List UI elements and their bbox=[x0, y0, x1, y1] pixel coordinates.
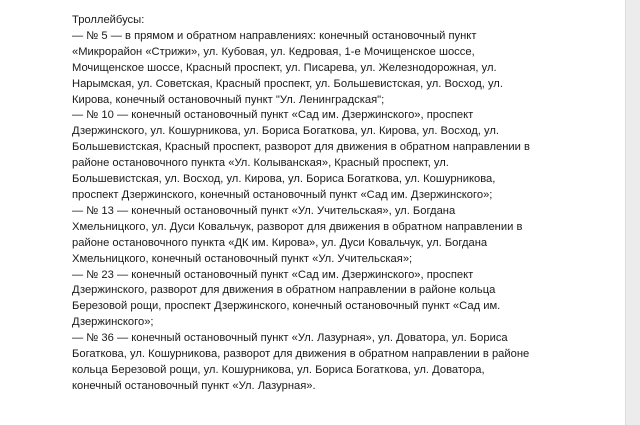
text-line: — № 5 — в прямом и обратном направлениях: конечный остановочный пункт bbox=[72, 29, 477, 42]
text-line: Хмельницкого, ул. Дуси Ковальчук, разворот для движения в обратном направлении в bbox=[72, 220, 523, 233]
document-text bbox=[72, 13, 532, 395]
text-line: Кирова, конечный остановочный пункт "Ул. Ленинградская"; bbox=[72, 93, 385, 106]
section-heading: Троллейбусы: bbox=[72, 14, 145, 26]
text-line: — № 13 — конечный остановочный пункт «Ул. Учительская», ул. Богдана bbox=[72, 204, 456, 217]
text-line: Дзержинского, разворот для движения в обратном направлении в районе кольца bbox=[72, 284, 496, 297]
text-line: «Микрорайон «Стрижи», ул. Кубовая, ул. Кедровая, 1-е Мочищенское шоссе, bbox=[72, 45, 475, 58]
text-line: — № 10 — конечный остановочный пункт «Сад им. Дзержинского», проспект bbox=[72, 109, 474, 122]
text-line: Богаткова, ул. Кошурникова, разворот для движения в обратном направлении в районе bbox=[72, 348, 530, 361]
text-line: — № 36 — конечный остановочный пункт «Ул. Лазурная», ул. Доватора, ул. Бориса bbox=[72, 332, 508, 345]
text-line: Большевистская, ул. Восход, ул. Кирова, ул. Бориса Богаткова, ул. Кошурникова, bbox=[72, 173, 496, 186]
text-line: районе остановочного пункта «ДК им. Кирова», ул. Дуси Ковальчук, ул. Богдана bbox=[72, 236, 488, 249]
text-line: Нарымская, ул. Советская, Красный проспект, ул. Большевистская, ул. Восход, ул. bbox=[72, 77, 503, 90]
text-line: Большевистская, Красный проспект, разворот для движения в обратном направлении в bbox=[72, 141, 530, 154]
text-line: Дзержинского»; bbox=[72, 316, 154, 329]
text-line: конечный остановочный пункт «Ул. Лазурная». bbox=[72, 379, 316, 392]
text-line: Мочищенское шоссе, Красный проспект, ул. Писарева, ул. Железнодорожная, ул. bbox=[72, 61, 497, 74]
text-line: Дзержинского, ул. Кошурникова, ул. Бориса Богаткова, ул. Кирова, ул. Восход, ул. bbox=[72, 125, 499, 138]
text-line: Хмельницкого, конечный остановочный пункт «Ул. Учительская»; bbox=[72, 252, 413, 265]
scrollbar-track[interactable] bbox=[625, 0, 640, 425]
text-line: проспект Дзержинского, конечный остановочный пункт «Сад им. Дзержинского»; bbox=[72, 188, 493, 201]
text-line: кольца Березовой рощи, ул. Кошурникова, ул. Бориса Богаткова, ул. Доватора, bbox=[72, 363, 485, 376]
text-line: районе остановочного пункта «Ул. Колыванская», Красный проспект, ул. bbox=[72, 157, 449, 170]
text-line: — № 23 — конечный остановочный пункт «Сад им. Дзержинского», проспект bbox=[72, 268, 474, 281]
text-line: Березовой рощи, проспект Дзержинского, конечный остановочный пункт «Сад им. bbox=[72, 300, 501, 313]
